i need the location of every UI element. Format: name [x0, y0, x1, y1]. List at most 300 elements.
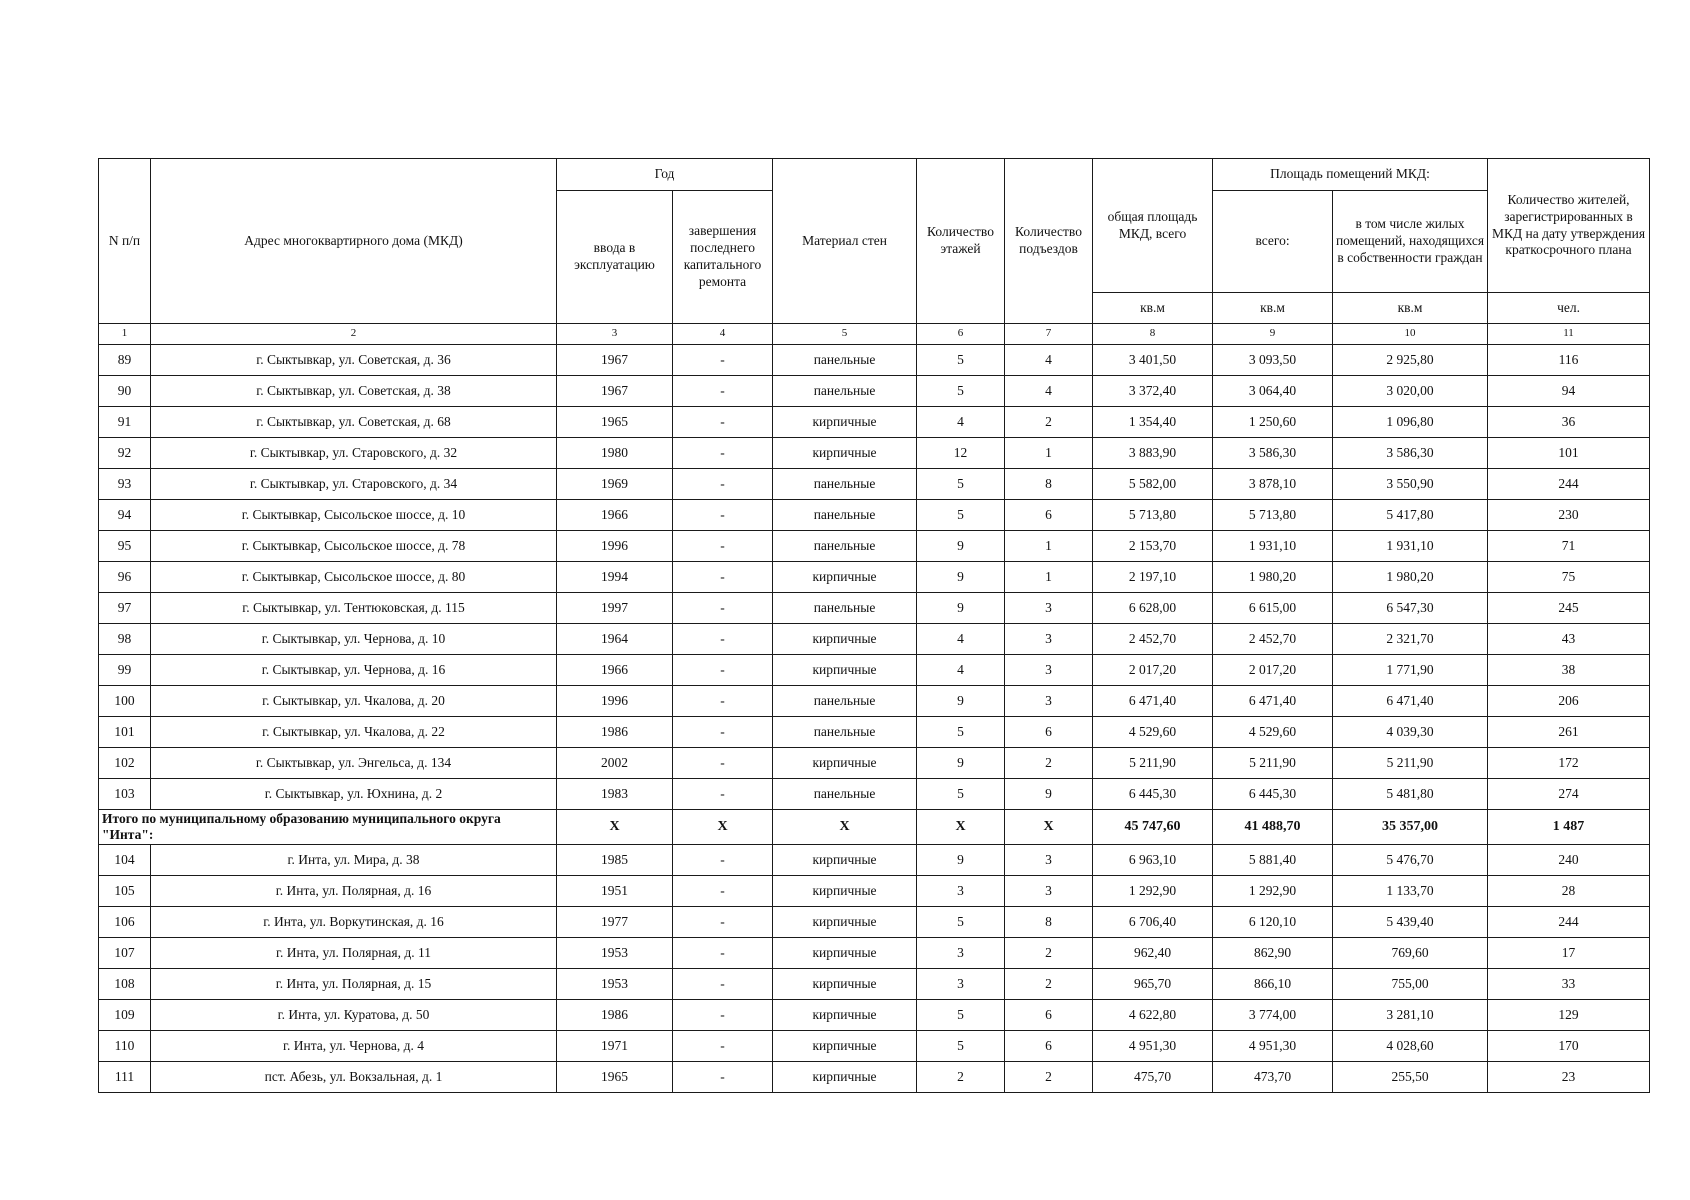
total-area-cell: 4 951,30 — [1093, 1031, 1213, 1062]
repair-cell: - — [673, 438, 773, 469]
table-row — [99, 717, 1650, 748]
floors-cell: 5 — [917, 345, 1005, 376]
row-number: 102 — [99, 748, 151, 779]
residents-cell: 33 — [1488, 969, 1650, 1000]
header-residents: Количество жителей, зарегистрированных в МКД на дату утверждения краткосрочного плана — [1488, 159, 1650, 293]
entrances-cell: 6 — [1005, 500, 1093, 531]
residents-cell: 28 — [1488, 876, 1650, 907]
residential-area-cell: 1 931,10 — [1333, 531, 1488, 562]
repair-cell: - — [673, 907, 773, 938]
table-row — [99, 1000, 1650, 1031]
row-number: 90 — [99, 376, 151, 407]
residents-cell: 240 — [1488, 845, 1650, 876]
header-year-commission: ввода в эксплуатацию — [557, 191, 673, 324]
row-number: 96 — [99, 562, 151, 593]
column-number: 11 — [1488, 324, 1650, 345]
material-cell: панельные — [773, 469, 917, 500]
material-cell: панельные — [773, 345, 917, 376]
address-cell: г. Инта, ул. Полярная, д. 11 — [151, 938, 557, 969]
premises-area-cell: 4 951,30 — [1213, 1031, 1333, 1062]
total-area-cell: 6 706,40 — [1093, 907, 1213, 938]
row-number: 99 — [99, 655, 151, 686]
entrances-cell: 2 — [1005, 969, 1093, 1000]
residents-cell: 43 — [1488, 624, 1650, 655]
entrances-cell: 3 — [1005, 686, 1093, 717]
residential-area-cell: 2 321,70 — [1333, 624, 1488, 655]
unit-label: кв.м — [1093, 293, 1213, 324]
address-cell: г. Сыктывкар, ул. Чернова, д. 16 — [151, 655, 557, 686]
year-cell: 1964 — [557, 624, 673, 655]
repair-cell: - — [673, 562, 773, 593]
header-total-area: общая площадь МКД, всего — [1093, 159, 1213, 293]
material-cell: кирпичные — [773, 876, 917, 907]
total-area-cell: 6 445,30 — [1093, 779, 1213, 810]
year-cell: 1965 — [557, 1062, 673, 1093]
residents-cell: 170 — [1488, 1031, 1650, 1062]
residential-area-cell: 5 417,80 — [1333, 500, 1488, 531]
floors-cell: 3 — [917, 938, 1005, 969]
entrances-cell: 2 — [1005, 1062, 1093, 1093]
premises-area-cell: 6 615,00 — [1213, 593, 1333, 624]
header-premises-area: Площадь помещений МКД: — [1213, 159, 1488, 191]
entrances-cell: 6 — [1005, 1031, 1093, 1062]
floors-cell: 4 — [917, 407, 1005, 438]
premises-area-cell: 1 980,20 — [1213, 562, 1333, 593]
year-cell: 2002 — [557, 748, 673, 779]
floors-cell: 5 — [917, 500, 1005, 531]
address-cell: г. Сыктывкар, ул. Старовского, д. 34 — [151, 469, 557, 500]
floors-cell: 3 — [917, 876, 1005, 907]
total-area-cell: 475,70 — [1093, 1062, 1213, 1093]
total-area-cell: 962,40 — [1093, 938, 1213, 969]
year-cell: 1977 — [557, 907, 673, 938]
premises-area-cell: 2 017,20 — [1213, 655, 1333, 686]
column-number: 2 — [151, 324, 557, 345]
year-cell: 1994 — [557, 562, 673, 593]
entrances-cell: 1 — [1005, 562, 1093, 593]
row-number: 110 — [99, 1031, 151, 1062]
table-row — [99, 938, 1650, 969]
residential-area-cell: 6 471,40 — [1333, 686, 1488, 717]
residential-area-cell: 3 281,10 — [1333, 1000, 1488, 1031]
column-number: 5 — [773, 324, 917, 345]
floors-cell: 5 — [917, 376, 1005, 407]
entrances-cell: 3 — [1005, 876, 1093, 907]
total-area-cell: 5 211,90 — [1093, 748, 1213, 779]
header-entrances: Количество подъездов — [1005, 159, 1093, 324]
housing-table — [98, 158, 1650, 1093]
total-area-cell: 3 883,90 — [1093, 438, 1213, 469]
table-row — [99, 562, 1650, 593]
table-row — [99, 779, 1650, 810]
total-cell: X — [917, 810, 1005, 845]
residential-area-cell: 3 020,00 — [1333, 376, 1488, 407]
address-cell: г. Сыктывкар, ул. Чкалова, д. 20 — [151, 686, 557, 717]
header-premises-residential: в том числе жилых помещений, находящихся в собственности граждан — [1333, 191, 1488, 293]
total-area-cell: 2 452,70 — [1093, 624, 1213, 655]
address-cell: г. Сыктывкар, ул. Старовского, д. 32 — [151, 438, 557, 469]
table-row — [99, 686, 1650, 717]
entrances-cell: 1 — [1005, 438, 1093, 469]
residents-cell: 71 — [1488, 531, 1650, 562]
year-cell: 1986 — [557, 1000, 673, 1031]
entrances-cell: 8 — [1005, 907, 1093, 938]
material-cell: кирпичные — [773, 845, 917, 876]
year-cell: 1969 — [557, 469, 673, 500]
repair-cell: - — [673, 345, 773, 376]
address-cell: г. Сыктывкар, ул. Советская, д. 38 — [151, 376, 557, 407]
repair-cell: - — [673, 593, 773, 624]
material-cell: панельные — [773, 376, 917, 407]
repair-cell: - — [673, 748, 773, 779]
premises-area-cell: 5 211,90 — [1213, 748, 1333, 779]
row-number: 101 — [99, 717, 151, 748]
address-cell: г. Инта, ул. Воркутинская, д. 16 — [151, 907, 557, 938]
table-row — [99, 845, 1650, 876]
repair-cell: - — [673, 376, 773, 407]
total-area-cell: 2 197,10 — [1093, 562, 1213, 593]
row-number: 94 — [99, 500, 151, 531]
floors-cell: 5 — [917, 779, 1005, 810]
residents-cell: 116 — [1488, 345, 1650, 376]
residential-area-cell: 769,60 — [1333, 938, 1488, 969]
floors-cell: 9 — [917, 531, 1005, 562]
floors-cell: 4 — [917, 624, 1005, 655]
floors-cell: 4 — [917, 655, 1005, 686]
table-row — [99, 407, 1650, 438]
row-number: 107 — [99, 938, 151, 969]
document-sheet — [98, 158, 1650, 1093]
address-cell: г. Сыктывкар, ул. Тентюковская, д. 115 — [151, 593, 557, 624]
year-cell: 1980 — [557, 438, 673, 469]
table-row — [99, 531, 1650, 562]
material-cell: кирпичные — [773, 624, 917, 655]
total-cell: X — [557, 810, 673, 845]
row-number: 104 — [99, 845, 151, 876]
residential-area-cell: 6 547,30 — [1333, 593, 1488, 624]
address-cell: г. Сыктывкар, ул. Энгельса, д. 134 — [151, 748, 557, 779]
year-cell: 1971 — [557, 1031, 673, 1062]
material-cell: кирпичные — [773, 438, 917, 469]
floors-cell: 9 — [917, 593, 1005, 624]
entrances-cell: 1 — [1005, 531, 1093, 562]
material-cell: панельные — [773, 531, 917, 562]
repair-cell: - — [673, 938, 773, 969]
table-row — [99, 500, 1650, 531]
address-cell: г. Инта, ул. Полярная, д. 16 — [151, 876, 557, 907]
repair-cell: - — [673, 779, 773, 810]
floors-cell: 12 — [917, 438, 1005, 469]
address-cell: г. Сыктывкар, ул. Чкалова, д. 22 — [151, 717, 557, 748]
repair-cell: - — [673, 469, 773, 500]
repair-cell: - — [673, 655, 773, 686]
row-number: 108 — [99, 969, 151, 1000]
table-row — [99, 1062, 1650, 1093]
address-cell: г. Сыктывкар, Сысольское шоссе, д. 80 — [151, 562, 557, 593]
column-number: 8 — [1093, 324, 1213, 345]
residential-area-cell: 1 980,20 — [1333, 562, 1488, 593]
residential-area-cell: 5 476,70 — [1333, 845, 1488, 876]
total-cell: X — [773, 810, 917, 845]
row-number: 92 — [99, 438, 151, 469]
year-cell: 1983 — [557, 779, 673, 810]
address-cell: г. Сыктывкар, ул. Юхнина, д. 2 — [151, 779, 557, 810]
address-cell: пст. Абезь, ул. Вокзальная, д. 1 — [151, 1062, 557, 1093]
premises-area-cell: 1 931,10 — [1213, 531, 1333, 562]
entrances-cell: 6 — [1005, 1000, 1093, 1031]
row-number: 106 — [99, 907, 151, 938]
column-number: 9 — [1213, 324, 1333, 345]
header-wall-material: Материал стен — [773, 159, 917, 324]
residents-cell: 274 — [1488, 779, 1650, 810]
floors-cell: 5 — [917, 469, 1005, 500]
year-cell: 1996 — [557, 531, 673, 562]
repair-cell: - — [673, 717, 773, 748]
residential-area-cell: 5 481,80 — [1333, 779, 1488, 810]
entrances-cell: 4 — [1005, 376, 1093, 407]
total-area-cell: 3 401,50 — [1093, 345, 1213, 376]
entrances-cell: 3 — [1005, 845, 1093, 876]
residents-cell: 38 — [1488, 655, 1650, 686]
repair-cell: - — [673, 624, 773, 655]
floors-cell: 5 — [917, 907, 1005, 938]
premises-area-cell: 6 445,30 — [1213, 779, 1333, 810]
premises-area-cell: 1 250,60 — [1213, 407, 1333, 438]
year-cell: 1953 — [557, 938, 673, 969]
floors-cell: 5 — [917, 1031, 1005, 1062]
premises-area-cell: 5 713,80 — [1213, 500, 1333, 531]
header-year-repair: завершения последнего капитального ремонта — [673, 191, 773, 324]
repair-cell: - — [673, 969, 773, 1000]
residents-cell: 23 — [1488, 1062, 1650, 1093]
residents-cell: 230 — [1488, 500, 1650, 531]
material-cell: панельные — [773, 500, 917, 531]
floors-cell: 2 — [917, 1062, 1005, 1093]
repair-cell: - — [673, 876, 773, 907]
year-cell: 1953 — [557, 969, 673, 1000]
material-cell: кирпичные — [773, 938, 917, 969]
material-cell: кирпичные — [773, 407, 917, 438]
residential-area-cell: 1 771,90 — [1333, 655, 1488, 686]
residents-cell: 244 — [1488, 907, 1650, 938]
year-cell: 1965 — [557, 407, 673, 438]
row-number: 98 — [99, 624, 151, 655]
floors-cell: 9 — [917, 845, 1005, 876]
material-cell: панельные — [773, 686, 917, 717]
total-area-sum: 45 747,60 — [1093, 810, 1213, 845]
repair-cell: - — [673, 686, 773, 717]
total-area-cell: 4 622,80 — [1093, 1000, 1213, 1031]
row-number: 109 — [99, 1000, 151, 1031]
entrances-cell: 3 — [1005, 655, 1093, 686]
column-number: 4 — [673, 324, 773, 345]
total-cell: X — [673, 810, 773, 845]
table-row — [99, 969, 1650, 1000]
residential-area-cell: 1 096,80 — [1333, 407, 1488, 438]
floors-cell: 9 — [917, 562, 1005, 593]
address-cell: г. Инта, ул. Полярная, д. 15 — [151, 969, 557, 1000]
premises-area-cell: 4 529,60 — [1213, 717, 1333, 748]
row-number: 93 — [99, 469, 151, 500]
address-cell: г. Инта, ул. Мира, д. 38 — [151, 845, 557, 876]
entrances-cell: 2 — [1005, 748, 1093, 779]
year-cell: 1966 — [557, 500, 673, 531]
header-premises-total: всего: — [1213, 191, 1333, 293]
table-row — [99, 655, 1650, 686]
premises-area-cell: 3 586,30 — [1213, 438, 1333, 469]
row-number: 95 — [99, 531, 151, 562]
total-cell: X — [1005, 810, 1093, 845]
residential-area-cell: 2 925,80 — [1333, 345, 1488, 376]
floors-cell: 5 — [917, 1000, 1005, 1031]
address-cell: г. Сыктывкар, ул. Советская, д. 36 — [151, 345, 557, 376]
material-cell: кирпичные — [773, 907, 917, 938]
total-area-cell: 5 713,80 — [1093, 500, 1213, 531]
total-area-cell: 2 153,70 — [1093, 531, 1213, 562]
material-cell: кирпичные — [773, 1031, 917, 1062]
table-row — [99, 438, 1650, 469]
premises-area-cell: 3 093,50 — [1213, 345, 1333, 376]
table-row — [99, 748, 1650, 779]
entrances-cell: 4 — [1005, 345, 1093, 376]
premises-area-cell: 2 452,70 — [1213, 624, 1333, 655]
column-number: 6 — [917, 324, 1005, 345]
material-cell: кирпичные — [773, 1000, 917, 1031]
material-cell: панельные — [773, 717, 917, 748]
column-number: 3 — [557, 324, 673, 345]
entrances-cell: 3 — [1005, 593, 1093, 624]
residents-cell: 36 — [1488, 407, 1650, 438]
floors-cell: 9 — [917, 748, 1005, 779]
address-cell: г. Инта, ул. Куратова, д. 50 — [151, 1000, 557, 1031]
residents-cell: 172 — [1488, 748, 1650, 779]
address-cell: г. Инта, ул. Чернова, д. 4 — [151, 1031, 557, 1062]
residential-area-cell: 4 028,60 — [1333, 1031, 1488, 1062]
entrances-cell: 3 — [1005, 624, 1093, 655]
unit-label: кв.м — [1213, 293, 1333, 324]
total-area-cell: 1 354,40 — [1093, 407, 1213, 438]
table-row — [99, 345, 1650, 376]
total-area-cell: 1 292,90 — [1093, 876, 1213, 907]
entrances-cell: 9 — [1005, 779, 1093, 810]
table-row — [99, 907, 1650, 938]
table-row — [99, 593, 1650, 624]
entrances-cell: 8 — [1005, 469, 1093, 500]
repair-cell: - — [673, 1031, 773, 1062]
header-floors: Количество этажей — [917, 159, 1005, 324]
total-area-cell: 3 372,40 — [1093, 376, 1213, 407]
unit-label: кв.м — [1333, 293, 1488, 324]
residents-cell: 101 — [1488, 438, 1650, 469]
year-cell: 1966 — [557, 655, 673, 686]
year-cell: 1951 — [557, 876, 673, 907]
table-row — [99, 469, 1650, 500]
total-area-cell: 4 529,60 — [1093, 717, 1213, 748]
material-cell: кирпичные — [773, 748, 917, 779]
row-number: 111 — [99, 1062, 151, 1093]
year-cell: 1986 — [557, 717, 673, 748]
residents-cell: 244 — [1488, 469, 1650, 500]
row-number: 103 — [99, 779, 151, 810]
year-cell: 1967 — [557, 345, 673, 376]
address-cell: г. Сыктывкар, ул. Чернова, д. 10 — [151, 624, 557, 655]
total-area-cell: 6 963,10 — [1093, 845, 1213, 876]
material-cell: панельные — [773, 779, 917, 810]
year-cell: 1997 — [557, 593, 673, 624]
table-row — [99, 624, 1650, 655]
residential-area-cell: 4 039,30 — [1333, 717, 1488, 748]
floors-cell: 3 — [917, 969, 1005, 1000]
row-number: 105 — [99, 876, 151, 907]
residential-area-cell: 1 133,70 — [1333, 876, 1488, 907]
residents-cell: 245 — [1488, 593, 1650, 624]
address-cell: г. Сыктывкар, Сысольское шоссе, д. 78 — [151, 531, 557, 562]
material-cell: кирпичные — [773, 562, 917, 593]
premises-area-cell: 3 064,40 — [1213, 376, 1333, 407]
total-residential-sum: 35 357,00 — [1333, 810, 1488, 845]
premises-area-cell: 862,90 — [1213, 938, 1333, 969]
total-residents-sum: 1 487 — [1488, 810, 1650, 845]
table-row — [99, 376, 1650, 407]
header-year: Год — [557, 159, 773, 191]
year-cell: 1996 — [557, 686, 673, 717]
column-number: 7 — [1005, 324, 1093, 345]
premises-area-cell: 6 120,10 — [1213, 907, 1333, 938]
total-area-cell: 965,70 — [1093, 969, 1213, 1000]
repair-cell: - — [673, 531, 773, 562]
premises-area-cell: 6 471,40 — [1213, 686, 1333, 717]
year-cell: 1985 — [557, 845, 673, 876]
premises-area-cell: 866,10 — [1213, 969, 1333, 1000]
residents-cell: 17 — [1488, 938, 1650, 969]
residents-cell: 129 — [1488, 1000, 1650, 1031]
material-cell: панельные — [773, 593, 917, 624]
row-number: 91 — [99, 407, 151, 438]
address-cell: г. Сыктывкар, Сысольское шоссе, д. 10 — [151, 500, 557, 531]
residential-area-cell: 3 586,30 — [1333, 438, 1488, 469]
total-label: Итого по муниципальному образованию муниципального округа "Инта": — [99, 810, 557, 845]
table-row — [99, 1031, 1650, 1062]
premises-area-cell: 5 881,40 — [1213, 845, 1333, 876]
total-area-cell: 6 628,00 — [1093, 593, 1213, 624]
year-cell: 1967 — [557, 376, 673, 407]
total-area-cell: 2 017,20 — [1093, 655, 1213, 686]
total-premises-sum: 41 488,70 — [1213, 810, 1333, 845]
column-number: 1 — [99, 324, 151, 345]
residents-cell: 206 — [1488, 686, 1650, 717]
header-address: Адрес многоквартирного дома (МКД) — [151, 159, 557, 324]
floors-cell: 5 — [917, 717, 1005, 748]
unit-label: чел. — [1488, 293, 1650, 324]
repair-cell: - — [673, 500, 773, 531]
premises-area-cell: 3 774,00 — [1213, 1000, 1333, 1031]
repair-cell: - — [673, 845, 773, 876]
table-row — [99, 876, 1650, 907]
residential-area-cell: 255,50 — [1333, 1062, 1488, 1093]
repair-cell: - — [673, 1062, 773, 1093]
residents-cell: 261 — [1488, 717, 1650, 748]
residential-area-cell: 755,00 — [1333, 969, 1488, 1000]
material-cell: кирпичные — [773, 969, 917, 1000]
row-number: 89 — [99, 345, 151, 376]
premises-area-cell: 3 878,10 — [1213, 469, 1333, 500]
total-area-cell: 5 582,00 — [1093, 469, 1213, 500]
entrances-cell: 2 — [1005, 407, 1093, 438]
residents-cell: 94 — [1488, 376, 1650, 407]
material-cell: кирпичные — [773, 1062, 917, 1093]
entrances-cell: 6 — [1005, 717, 1093, 748]
row-number: 97 — [99, 593, 151, 624]
